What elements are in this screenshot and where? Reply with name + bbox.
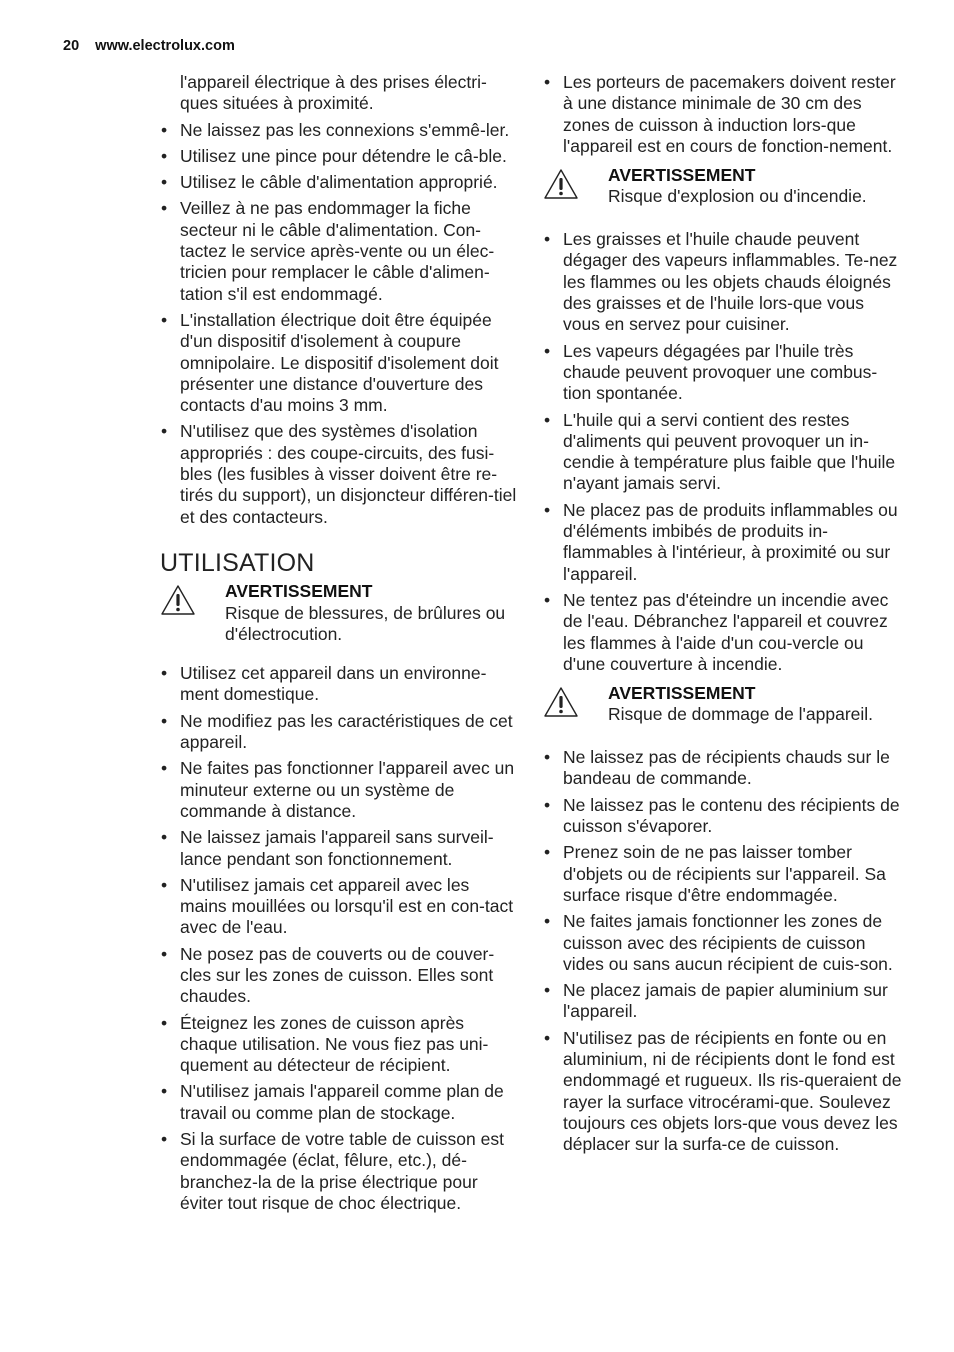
list-item-text: Ne faites jamais fonctionner les zones de cuisson avec des récipients de cuisson vides ou sans aucun récipient de cuis-son.	[563, 911, 893, 974]
bullet-icon: •	[161, 758, 168, 779]
bullet-icon: •	[544, 794, 551, 815]
list-item-text: Utilisez une pince pour détendre le câ-ble.	[180, 145, 507, 166]
continuation-paragraph	[180, 72, 520, 115]
list-item	[160, 711, 520, 754]
bullet-list-installation	[160, 120, 520, 528]
list-item	[543, 410, 903, 495]
list-item	[160, 875, 520, 939]
list-item-text: N'utilisez que des systèmes d'isolation appropriés : des coupe-circuits, des fusi-bles (les fusibles à visser doivent être re-tirés du support), un disjoncteur différen-tiel et des contacteurs.	[180, 421, 517, 527]
bullet-icon: •	[161, 309, 168, 330]
bullet-icon: •	[161, 1012, 168, 1033]
list-item-text: Si la surface de votre table de cuisson est endommagée (éclat, fêlure, etc.), dé-branchez-la de la prise électrique pour éviter tout risque de choc électrique.	[180, 1129, 504, 1213]
list-item-text: Prenez soin de ne pas laisser tomber d'objets ou de récipients sur l'appareil. Sa surface risque d'être endommagée.	[563, 842, 886, 905]
page-header	[63, 38, 235, 54]
list-item	[160, 944, 520, 1008]
list-item	[543, 229, 903, 335]
bullet-icon: •	[161, 1081, 168, 1102]
bullet-icon: •	[161, 145, 168, 166]
list-item-text: Ne posez pas de couverts ou de couver-cles sur les zones de cuisson. Elles sont chaudes.	[180, 943, 495, 1007]
list-item	[160, 172, 520, 193]
warning-triangle-icon	[543, 168, 579, 200]
list-item	[543, 842, 903, 906]
list-item-text: Ne placez jamais de papier aluminium sur l'appareil.	[563, 980, 888, 1022]
bullet-list-utilisation	[160, 663, 520, 1214]
warning-box	[160, 581, 520, 645]
bullet-icon: •	[544, 747, 551, 768]
bullet-icon: •	[161, 198, 168, 219]
list-item-text: Ne laissez pas de récipients chauds sur le bandeau de commande.	[563, 747, 890, 789]
bullet-icon: •	[161, 663, 168, 684]
warning-text: Risque de dommage de l'appareil.	[608, 704, 874, 725]
list-item-text: Utilisez cet appareil dans un environne-ment domestique.	[180, 663, 487, 705]
list-item-text: Ne modifiez pas les caractéristiques de cet appareil.	[180, 710, 513, 753]
continuation-text: l'appareil électrique à des prises électri-ques situées à proximité.	[180, 72, 487, 114]
list-item-text: Les vapeurs dégagées par l'huile très chaude peuvent provoquer une combus-tion spontanée.	[563, 340, 878, 404]
bullet-icon: •	[161, 710, 168, 731]
list-item-text: N'utilisez jamais l'appareil comme plan de travail ou comme plan de stockage.	[180, 1081, 504, 1123]
bullet-icon: •	[544, 72, 551, 92]
warning-title: AVERTISSEMENT	[608, 683, 756, 704]
bullet-icon: •	[544, 340, 551, 361]
bullet-icon: •	[544, 229, 551, 250]
list-item-text: N'utilisez pas de récipients en fonte ou en aluminium, ni de récipients dont le fond est endommagé et rugueux. Ils ris-queraient de rayer la surface vitrocérami-que. Soulevez toujours ces objets lors-que vous devez les déplacer sur la surfa-ce de cuisson.	[563, 1027, 902, 1155]
bullet-icon: •	[161, 827, 168, 848]
bullet-icon: •	[161, 119, 168, 140]
bullet-icon: •	[544, 911, 551, 932]
bullet-icon: •	[544, 589, 551, 610]
bullet-icon: •	[161, 172, 168, 193]
list-item	[160, 120, 520, 141]
list-item-text: Veillez à ne pas endommager la fiche secteur ni le câble d'alimentation. Con-tactez le service après-vente ou un élec-tricien pour remplacer le câble d'alimen-tation s'il est endommagé.	[180, 198, 495, 304]
list-item	[543, 341, 903, 405]
list-item	[160, 310, 520, 416]
bullet-icon: •	[161, 1129, 168, 1150]
bullet-icon: •	[544, 980, 551, 1001]
warning-text: Risque de blessures, de brûlures ou d'électrocution.	[225, 602, 506, 644]
bullet-list-damage	[543, 747, 903, 1155]
list-item	[543, 590, 903, 675]
bullet-list-fire	[543, 229, 903, 675]
warning-title: AVERTISSEMENT	[225, 581, 373, 602]
list-item	[160, 1129, 520, 1214]
warning-box	[543, 683, 903, 729]
list-item-text: Les porteurs de pacemakers doivent rester à une distance minimale de 30 cm des zones de cuisson à induction lors-que l'appareil est en cours de fonction-nement.	[563, 72, 896, 156]
bullet-list-pacemaker	[543, 72, 903, 157]
list-item	[543, 911, 903, 975]
list-item	[543, 795, 903, 838]
list-item-text: Ne laissez jamais l'appareil sans surveil-lance pendant son fonctionnement.	[180, 827, 494, 869]
warning-triangle-icon	[160, 584, 196, 616]
right-column	[543, 72, 903, 1160]
website-url: www.electrolux.com	[95, 38, 235, 54]
list-item-text: Ne laissez pas les connexions s'emmê-ler.	[180, 119, 510, 140]
list-item	[160, 198, 520, 304]
list-item	[160, 827, 520, 870]
list-item	[160, 1013, 520, 1077]
warning-box	[543, 165, 903, 211]
list-item-text: Ne faites pas fonctionner l'appareil avec un minuteur externe ou un système de commande à distance.	[180, 758, 515, 821]
list-item-text: L'huile qui a servi contient des restes d'aliments qui peuvent provoquer un in-cendie à température plus faible que l'huile n'ayant jamais servi.	[563, 409, 896, 494]
list-item	[160, 758, 520, 822]
list-item-text: Ne laissez pas le contenu des récipients de cuisson s'évaporer.	[563, 794, 900, 837]
warning-title: AVERTISSEMENT	[608, 165, 756, 186]
list-item	[160, 1081, 520, 1124]
bullet-icon: •	[544, 842, 551, 863]
list-item	[160, 421, 520, 527]
left-column	[160, 72, 520, 1219]
list-item-text: Ne tentez pas d'éteindre un incendie avec de l'eau. Débranchez l'appareil et couvrez les flammes à l'aide d'un cou-vercle ou d'une couverture à incendie.	[563, 589, 889, 674]
warning-triangle-icon	[543, 686, 579, 718]
list-item	[543, 980, 903, 1023]
list-item-text: N'utilisez jamais cet appareil avec les mains mouillées ou lorsqu'il est en con-tact avec de l'eau.	[180, 874, 514, 938]
list-item	[543, 500, 903, 585]
page-number: 20	[63, 38, 80, 54]
bullet-icon: •	[161, 943, 168, 964]
list-item-text: Éteignez les zones de cuisson après chaque utilisation. Ne vous fiez pas uni-quement au détecteur de récipient.	[180, 1012, 489, 1076]
bullet-icon: •	[161, 874, 168, 895]
bullet-icon: •	[544, 499, 551, 520]
list-item	[160, 146, 520, 167]
list-item-text: Les graisses et l'huile chaude peuvent dégager des vapeurs inflammables. Te-nez les flammes ou les objets chauds éloignés des graisses et de l'huile lors-que vous vous en servez pour cuisiner.	[563, 229, 898, 335]
bullet-icon: •	[544, 1027, 551, 1048]
list-item	[543, 72, 903, 157]
list-item-text: L'installation électrique doit être équipée d'un dispositif d'isolement à coupure omnipolaire. Le dispositif d'isolement doit présenter une distance d'ouverture des contacts d'au moins 3 mm.	[180, 309, 499, 416]
list-item-text: Utilisez le câble d'alimentation approprié.	[180, 172, 498, 193]
bullet-icon: •	[544, 409, 551, 430]
warning-text: Risque d'explosion ou d'incendie.	[608, 186, 867, 207]
bullet-icon: •	[161, 421, 168, 442]
section-title: UTILISATION	[160, 548, 315, 577]
list-item	[543, 1028, 903, 1156]
list-item	[543, 747, 903, 790]
list-item-text: Ne placez pas de produits inflammables ou d'éléments imbibés de produits in-flammables à l'intérieur, à proximité ou sur l'appareil.	[563, 499, 898, 584]
list-item	[160, 663, 520, 706]
